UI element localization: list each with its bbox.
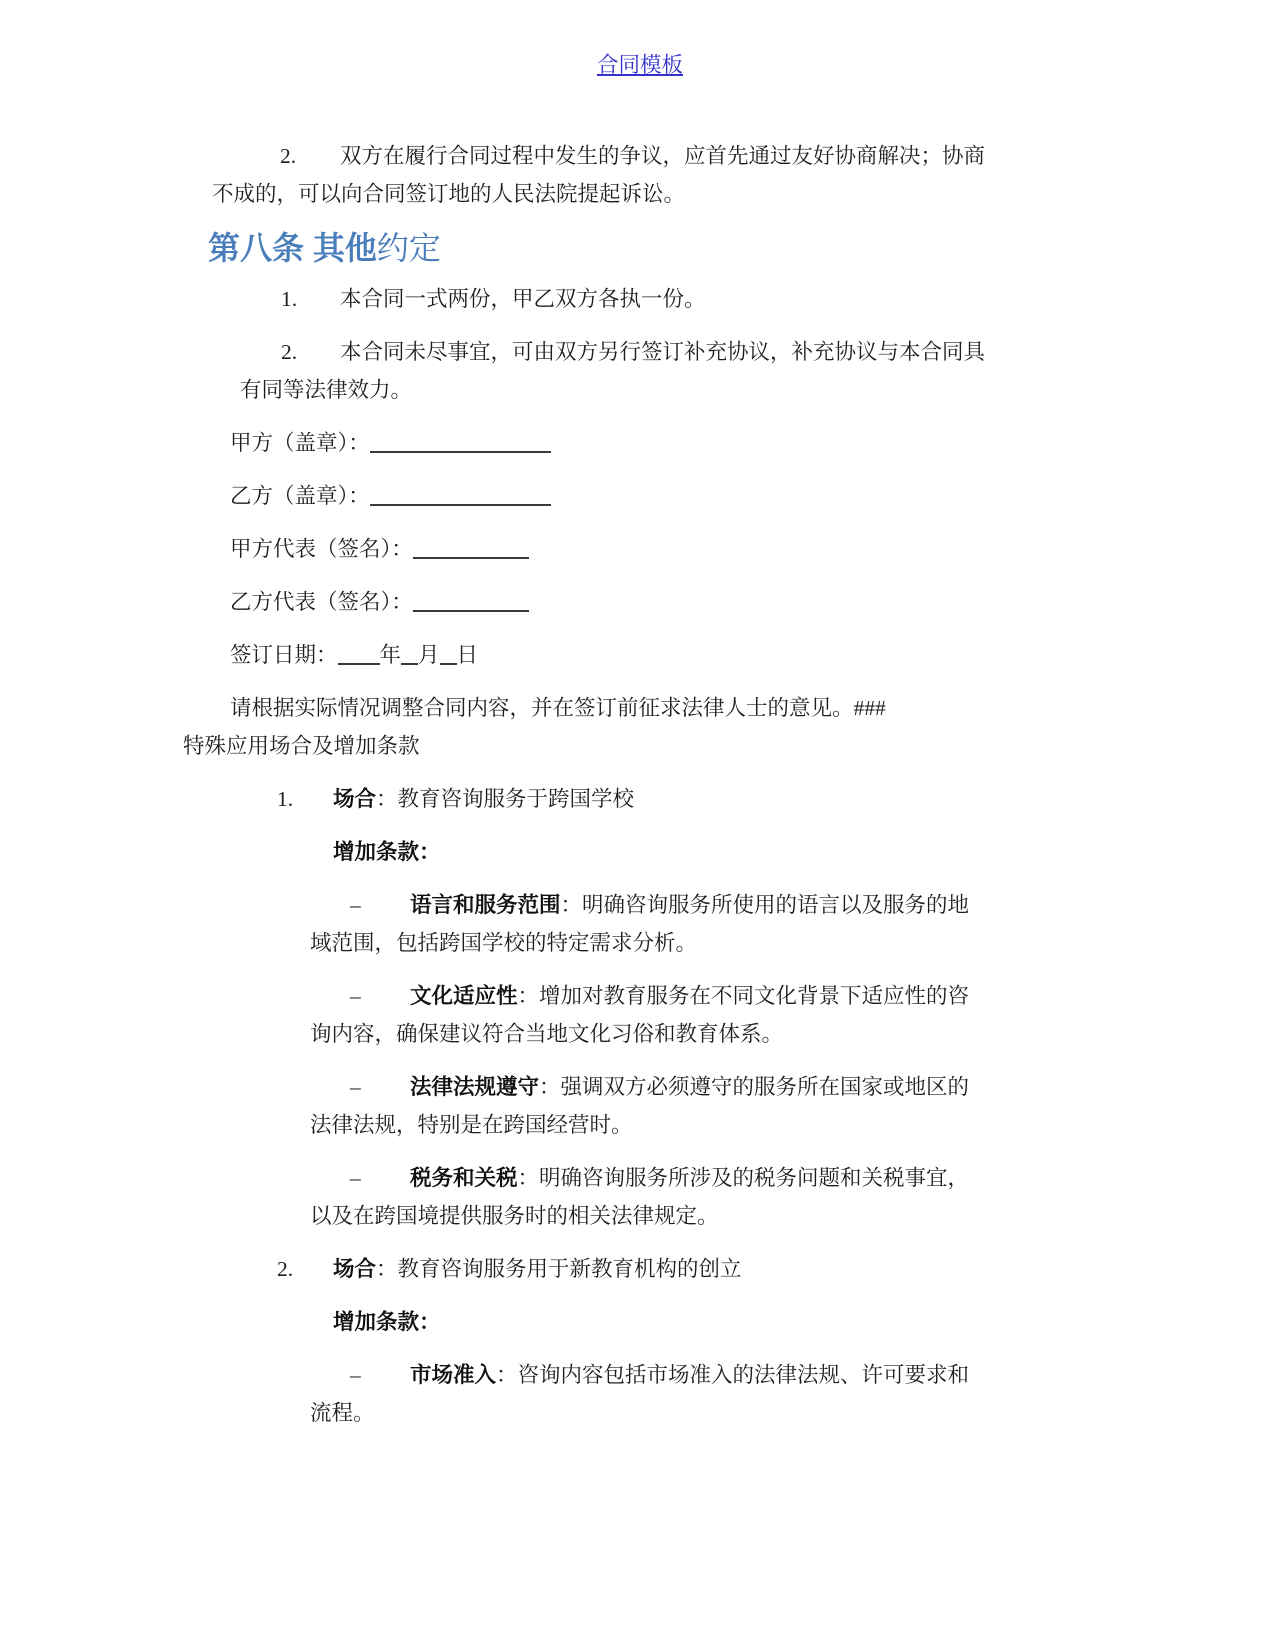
scenario-2-text: ：教育咨询服务用于新教育机构的创立 — [376, 1257, 742, 1281]
adjustment-note-line2: 特殊应用场合及增加条款 — [183, 734, 420, 758]
section-8-heading-regular: 约定 — [376, 230, 441, 266]
party-a-seal-blank-line — [370, 427, 551, 453]
section-8-heading-bold: 第八条 其他 — [208, 230, 377, 266]
general-item-2-number: 2. — [281, 340, 298, 364]
scenario-1-text: ：教育咨询服务于跨国学校 — [376, 787, 635, 811]
scenario-1-clause-2-dash: – — [350, 984, 361, 1008]
date-month-blank — [401, 639, 418, 665]
scenario-1-row — [183, 780, 1097, 818]
scenario-1-number: 1. — [277, 787, 294, 811]
scenario-1-clause-3-line2: 法律法规，特别是在跨国经营时。 — [310, 1113, 633, 1137]
section-8-heading — [183, 228, 1097, 268]
party-a-seal-row — [183, 424, 1097, 462]
scenario-2-clause-1 — [183, 1356, 1097, 1432]
party-b-seal-row — [183, 477, 1097, 515]
scenario-1-clause-2-line2: 询内容，确保建议符合当地文化习俗和教育体系。 — [310, 1022, 784, 1046]
general-item-1-number: 1. — [281, 287, 298, 311]
party-a-sign-label: 甲方代表（签名）： — [230, 537, 413, 561]
scenario-2-clause-1-line2: 流程。 — [310, 1401, 375, 1425]
scenario-1-clause-2-label: 文化适应性 — [410, 984, 518, 1008]
dispute-clause-paragraph — [183, 137, 1097, 213]
party-b-seal-blank-line — [370, 480, 551, 506]
scenario-1-clause-4-dash: – — [350, 1166, 361, 1190]
scenario-1-clause-3 — [183, 1068, 1097, 1144]
signing-date-row — [183, 636, 1097, 674]
scenario-2-clause-1-line1: ：咨询内容包括市场准入的法律法规、许可要求和 — [496, 1363, 970, 1387]
general-item-2-line1: 本合同未尽事宜，可由双方另行签订补充协议，补充协议与本合同具 — [340, 340, 986, 364]
scenario-1-clause-4-line2: 以及在跨国境提供服务时的相关法律规定。 — [310, 1204, 719, 1228]
dispute-clause-line1: 双方在履行合同过程中发生的争议，应首先通过友好协商解决；协商 — [340, 144, 986, 168]
general-item-1-text: 本合同一式两份，甲乙双方各执一份。 — [340, 287, 706, 311]
scenario-1-clause-4 — [183, 1159, 1097, 1235]
party-b-sign-blank-line — [413, 586, 529, 612]
date-day-label: 日 — [456, 643, 479, 667]
scenario-2-clause-1-label: 市场准入 — [410, 1363, 497, 1387]
date-month-label: 月 — [418, 643, 440, 667]
date-day-blank — [440, 639, 457, 665]
scenario-2-row — [183, 1250, 1097, 1288]
scenario-2-clause-1-dash: – — [350, 1363, 361, 1387]
party-a-sign-blank-line — [413, 533, 529, 559]
party-b-sign-row — [183, 583, 1097, 621]
adjustment-note-paragraph — [183, 689, 1097, 765]
scenario-1-clause-1-line2: 域范围，包括跨国学校的特定需求分析。 — [310, 931, 698, 955]
general-item-2 — [183, 333, 1097, 409]
scenario-1-clause-1-label: 语言和服务范围 — [410, 893, 561, 917]
scenario-2-add-label-text: 增加条款： — [333, 1310, 441, 1334]
dispute-clause-number: 2. — [280, 144, 297, 168]
scenario-1-add-label-text: 增加条款： — [333, 840, 441, 864]
scenario-2-label: 场合 — [333, 1257, 377, 1281]
party-b-sign-label: 乙方代表（签名）： — [230, 590, 413, 614]
scenario-1-clause-3-dash: – — [350, 1075, 361, 1099]
signing-date-label: 签订日期： — [230, 643, 338, 667]
document-title-link[interactable]: 合同模板 — [596, 53, 683, 77]
scenario-1-clause-4-label: 税务和关税 — [410, 1166, 518, 1190]
general-item-1 — [183, 280, 1097, 318]
scenario-1-add-clauses-label — [183, 833, 1097, 871]
adjustment-note-line1: 请根据实际情况调整合同内容，并在签订前征求法律人士的意见。### — [230, 696, 886, 720]
general-item-2-line2: 有同等法律效力。 — [240, 378, 413, 402]
scenario-1-clause-1-dash: – — [350, 893, 361, 917]
scenario-1-label: 场合 — [333, 787, 377, 811]
dispute-clause-line2: 不成的，可以向合同签订地的人民法院提起诉讼。 — [212, 182, 686, 206]
scenario-1-clause-1-line1: ：明确咨询服务所使用的语言以及服务的地 — [560, 893, 970, 917]
date-year-label: 年 — [379, 643, 402, 667]
party-a-seal-label: 甲方（盖章）： — [230, 431, 370, 455]
scenario-1-clause-3-label: 法律法规遵守 — [410, 1075, 540, 1099]
scenario-2-number: 2. — [277, 1257, 294, 1281]
party-b-seal-label: 乙方（盖章）： — [230, 484, 370, 508]
scenario-1-clause-2-line1: ：增加对教育服务在不同文化背景下适应性的咨 — [517, 984, 970, 1008]
date-year-blank — [338, 639, 380, 665]
scenario-1-clause-1 — [183, 886, 1097, 962]
scenario-1-clause-2 — [183, 977, 1097, 1053]
scenario-1-clause-3-line1: ：强调双方必须遵守的服务所在国家或地区的 — [539, 1075, 970, 1099]
scenario-2-add-clauses-label — [183, 1303, 1097, 1341]
party-a-sign-row — [183, 530, 1097, 568]
scenario-1-clause-4-line1: ：明确咨询服务所涉及的税务问题和关税事宜， — [517, 1166, 970, 1190]
